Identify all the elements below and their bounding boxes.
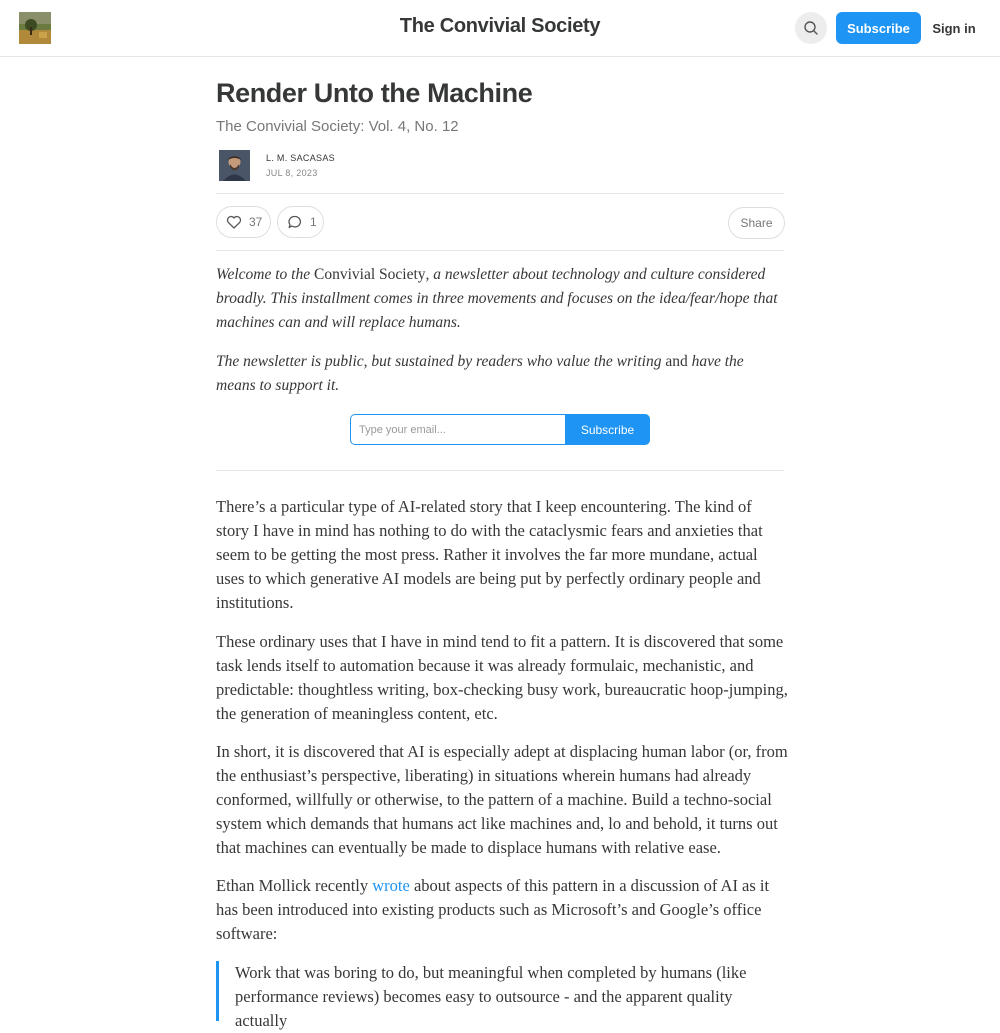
body-paragraph: In short, it is discovered that AI is especially adept at displacing human labor (or, from the enthusiast’s perspective, liberating) in situations wherein humans had already conformed, willfully or otherwise, to the pattern of a machine. Build a techno-social system which demands that humans act like machines and, lo and behold, it turns out that machines can eventually be made to displace humans with relative ease. — [216, 742, 788, 857]
body-text: about aspects of this pattern in a discussion of AI as it has been introduced into existing products such as Microsoft’s and Google’s office software: — [216, 876, 770, 943]
support-text: and — [665, 353, 688, 370]
comment-icon — [287, 214, 303, 230]
comment-count: 1 — [310, 215, 317, 229]
comment-button[interactable] — [277, 206, 324, 238]
author-avatar[interactable] — [219, 150, 250, 181]
body-paragraph: These ordinary uses that I have in mind tend to fit a pattern. It is discovered that some task lends itself to automation because it was already formulaic, mechanistic, and predictable: thoughtless writing, box-checking busy work, bureaucratic hoop-jumping, the generation of meaningless content, etc. — [216, 632, 788, 723]
support-paragraph — [216, 350, 784, 398]
intro-text: Welcome to the — [216, 266, 314, 283]
top-bar — [0, 0, 1000, 57]
divider — [216, 193, 784, 194]
post-title: Render Unto the Machine — [216, 78, 533, 108]
divider — [216, 470, 784, 471]
like-count: 37 — [249, 215, 263, 229]
intro-text: , a newsletter about technology and culture considered broadly. This installment comes in three movements and focuses on the idea/fear/hope that machines can and will replace humans. — [216, 266, 778, 331]
support-text: The newsletter is public, but sustained by readers who value the writing — [216, 353, 666, 370]
blockquote: Work that was boring to do, but meaningful when completed by humans (like performance reviews) becomes easy to outsource - and the apparent quality actually — [216, 961, 788, 1021]
heart-icon — [226, 214, 242, 230]
publication-logo[interactable] — [19, 12, 51, 44]
post-date: JUL 8, 2023 — [266, 168, 318, 178]
author-name[interactable]: L. M. SACASAS — [266, 153, 335, 163]
intro-paragraph — [216, 263, 784, 335]
search-icon — [803, 20, 819, 36]
post-subtitle: The Convivial Society: Vol. 4, No. 12 — [216, 118, 459, 135]
share-button[interactable]: Share — [728, 207, 785, 239]
sign-in-button[interactable]: Sign in — [932, 20, 976, 36]
email-input[interactable]: Type your email... — [350, 414, 566, 445]
body-paragraph: There’s a particular type of AI-related story that I keep encountering. The kind of story I have in mind has nothing to do with the cataclysmic fears and anxieties that seem to be getting the most press. Rather it involves the far more mundane, actual uses to which generative AI models are being put by perfectly ordinary people and institutions. — [216, 497, 763, 612]
subscribe-button[interactable]: Subscribe — [836, 12, 921, 44]
body-text: Ethan Mollick recently — [216, 876, 373, 895]
search-button[interactable] — [795, 12, 827, 44]
divider — [216, 250, 784, 251]
subscribe-form-button[interactable]: Subscribe — [565, 414, 650, 445]
byline — [216, 149, 784, 183]
body-paragraph — [216, 874, 788, 946]
site-title[interactable]: The Convivial Society — [399, 15, 601, 37]
wrote-link[interactable]: wrote — [372, 876, 410, 895]
intro-text: Convivial Society — [314, 266, 426, 283]
support-text: have the means to support it. — [216, 353, 744, 394]
like-button[interactable] — [216, 206, 271, 238]
